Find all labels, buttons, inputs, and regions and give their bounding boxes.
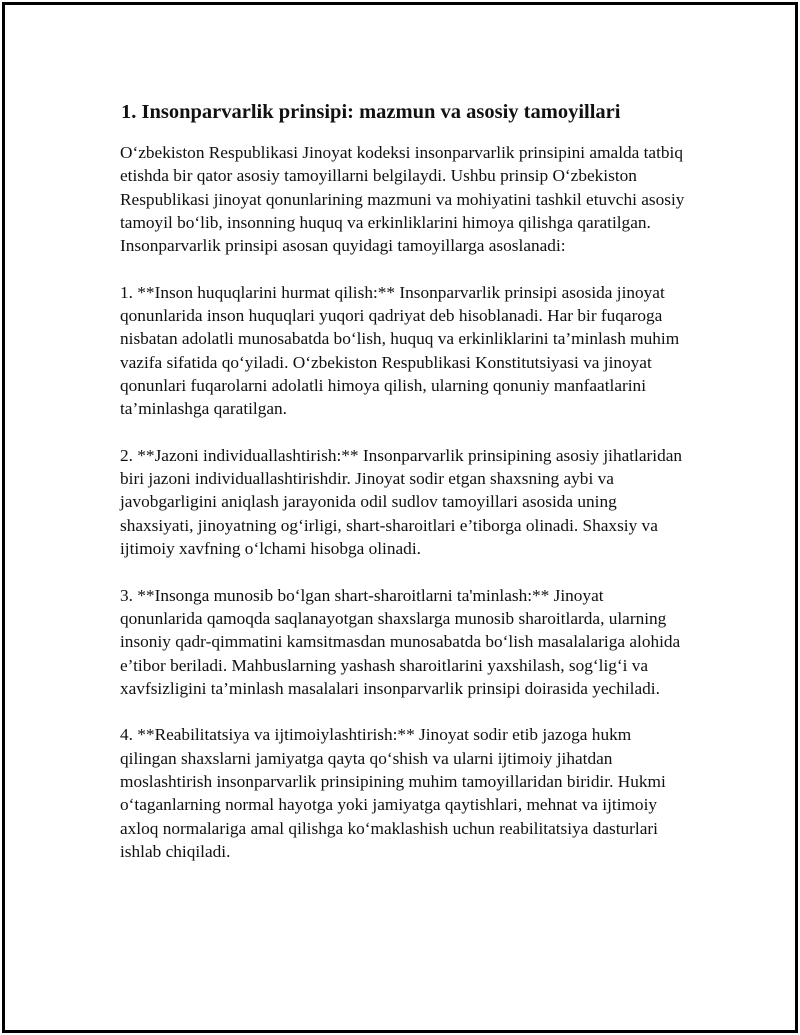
- document-title: 1. Insonparvarlik prinsipi: mazmun va asosiy tamoyillari: [121, 101, 621, 123]
- document-body: [120, 98, 690, 887]
- intro-paragraph: O‘zbekiston Respublikasi Jinoyat kodeksi insonparvarlik prinsipini amalda tatbiq etishda bir qator asosiy tamoyillarni belgilaydi. Ushbu prinsip O‘zbekiston Respublikasi jinoyat qonunlarining mazmuni va mohiyatini tashkil etuvchi asosiy tamoyil bo‘lib, insonning huquq va erkinliklarini himoya qilishga qaratilgan. Insonparvarlik prinsipi asosan quyidagi tamoyillarga asoslanadi:: [120, 143, 685, 256]
- principle-paragraph-3: 3. **Insonga munosib bo‘lgan shart-sharoitlarni ta'minlash:** Jinoyat qonunlarida qamoqda saqlanayotgan shaxslarga munosib sharoitlarda, ularning insoniy qadr-qimmatini kamsitmasdan munosabatda bo‘lish masalalariga alohida e’tibor beriladi. Mahbuslarning yashash sharoitlarini yaxshilash, sog‘lig‘i va xavfsizligini ta’minlash masalalari insonparvarlik prinsipi doirasida yechiladi.: [120, 585, 681, 698]
- principle-paragraph-4: 4. **Reabilitatsiya va ijtimoiylashtirish:** Jinoyat sodir etib jazoga hukm qilingan shaxslarni jamiyatga qayta qo‘shish va ularni ijtimoiy jihatdan moslashtirish insonparvarlik prinsipining muhim tamoyillaridan biridir. Hukmi o‘taganlarning normal hayotga yoki jamiyatga qaytishlari, mehnat va ijtimoiy axloq normalariga amal qilishga ko‘maklashish uchun reabilitatsiya dasturlari ishlab chiqiladi.: [120, 725, 666, 861]
- page-frame: [2, 2, 798, 1033]
- principle-paragraph-2: 2. **Jazoni individuallashtirish:** Insonparvarlik prinsipining asosiy jihatlaridan biri jazoni individuallashtirishdir. Jinoyat sodir etgan shaxsning aybi va javobgarligini aniqlash jarayonida odil sudlov tamoyillari asosida uning shaxsiyati, jinoyatning og‘irligi, shart-sharoitlari e’tiborga olinadi. Shaxsiy va ijtimoiy xavfning o‘lchami hisobga olinadi.: [120, 445, 683, 559]
- principle-paragraph-1: 1. **Inson huquqlarini hurmat qilish:** Insonparvarlik prinsipi asosida jinoyat qonunlarida inson huquqlari yuqori qadriyat deb hisoblanadi. Har bir fuqaroga nisbatan adolatli munosabatda bo‘lish, huquq va erkinliklarini ta’minlash muhim vazifa sifatida qo‘yiladi. O‘zbekiston Respublikasi Konstitutsiyasi va jinoyat qonunlari fuqarolarni adolatli himoya qilish, ularning qonuniy manfaatlarini ta’minlashga qaratilgan.: [120, 282, 680, 419]
